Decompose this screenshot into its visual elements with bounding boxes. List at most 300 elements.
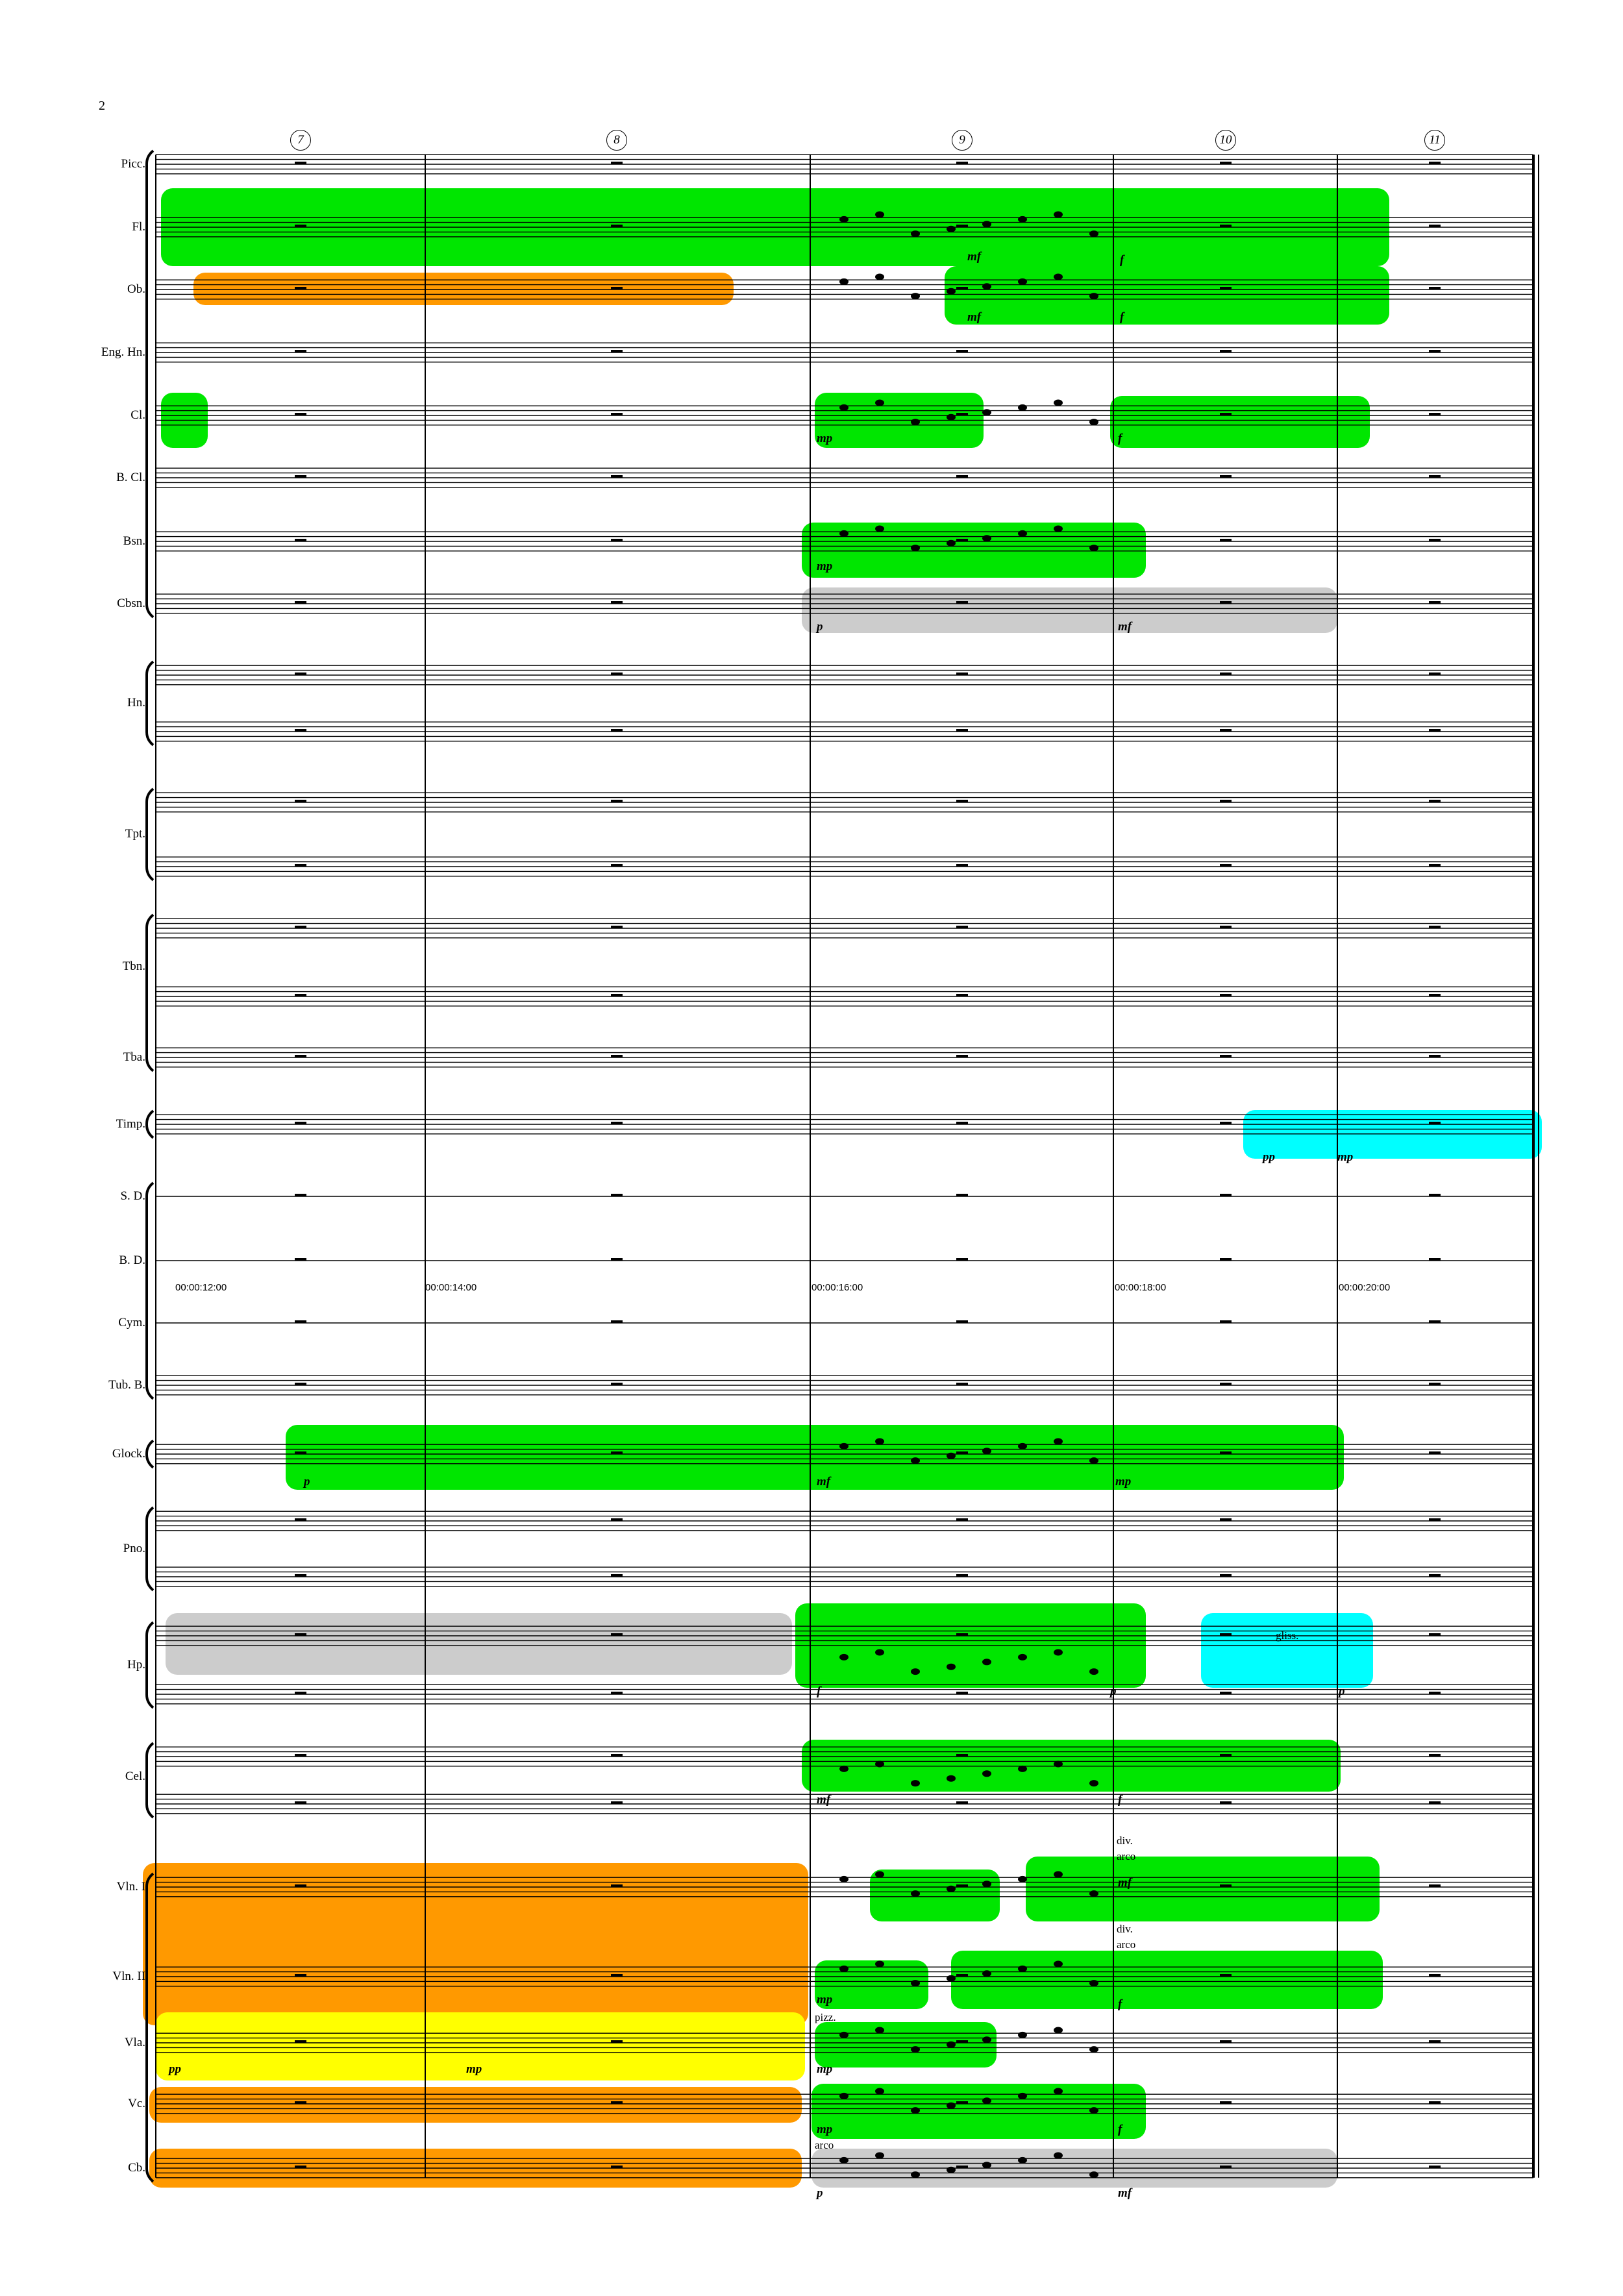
rest bbox=[1220, 1754, 1232, 1757]
rest bbox=[1220, 350, 1232, 352]
note-head bbox=[1018, 404, 1027, 411]
rest bbox=[956, 2101, 968, 2104]
note-head bbox=[1018, 1766, 1027, 1772]
timecode: 00:00:12:00 bbox=[175, 1282, 227, 1293]
note-head bbox=[911, 545, 920, 551]
note-head bbox=[1089, 2046, 1098, 2053]
note-head bbox=[839, 2093, 849, 2099]
rest bbox=[1220, 673, 1232, 675]
note-head bbox=[911, 230, 920, 237]
highlight-layer bbox=[143, 188, 1542, 2188]
staff bbox=[156, 1048, 1533, 1067]
staff bbox=[156, 1567, 1533, 1586]
measure-number: 7 bbox=[290, 130, 311, 151]
note-head bbox=[947, 2167, 956, 2173]
dynamic-marking: mp bbox=[817, 2123, 833, 2136]
highlight-region bbox=[1201, 1613, 1373, 1688]
rest bbox=[295, 1518, 306, 1521]
note-head bbox=[839, 2032, 849, 2038]
staff-bracket bbox=[147, 1622, 153, 1708]
note-head bbox=[982, 2097, 991, 2104]
note-head bbox=[1054, 525, 1063, 532]
rest bbox=[1429, 539, 1441, 541]
rest bbox=[1429, 1258, 1441, 1261]
rest bbox=[611, 1801, 623, 1804]
rest bbox=[611, 350, 623, 352]
note-head bbox=[947, 288, 956, 295]
staff-bracket bbox=[147, 1183, 153, 1399]
rest bbox=[611, 2101, 623, 2104]
rest bbox=[1220, 2101, 1232, 2104]
highlight-region bbox=[1026, 1857, 1380, 1921]
rest bbox=[295, 2040, 306, 2043]
highlight-region bbox=[166, 1613, 792, 1675]
rest bbox=[1220, 1974, 1232, 1977]
note-head bbox=[911, 1668, 920, 1675]
rest bbox=[295, 1884, 306, 1887]
rest bbox=[1220, 287, 1232, 290]
rest bbox=[295, 601, 306, 604]
note-head bbox=[1089, 2171, 1098, 2178]
rest bbox=[1429, 1055, 1441, 1057]
dynamic-marking: pp bbox=[1263, 1150, 1275, 1164]
rest bbox=[1220, 1122, 1232, 1124]
note-head bbox=[982, 1881, 991, 1887]
rest bbox=[956, 1122, 968, 1124]
rest bbox=[611, 1884, 623, 1887]
staff bbox=[156, 722, 1533, 741]
instrument-label: S. D. bbox=[120, 1189, 145, 1203]
dynamic-marking: f bbox=[1118, 2123, 1122, 2136]
rest bbox=[611, 1122, 623, 1124]
note-head bbox=[947, 1775, 956, 1782]
rest bbox=[956, 1320, 968, 1323]
instrument-label: Ob. bbox=[127, 282, 145, 296]
rest bbox=[1429, 1692, 1441, 1694]
instrument-label: Cel. bbox=[125, 1770, 145, 1783]
staff bbox=[156, 468, 1533, 488]
staff bbox=[156, 1794, 1533, 1814]
note-head bbox=[1018, 1443, 1027, 1450]
note-head bbox=[982, 535, 991, 541]
instrument-label: Cl. bbox=[130, 408, 145, 422]
rest bbox=[611, 994, 623, 996]
rest bbox=[611, 1194, 623, 1196]
instrument-label: Tub. B. bbox=[108, 1378, 145, 1392]
staff-bracket bbox=[147, 915, 153, 1071]
note-head bbox=[839, 1443, 849, 1450]
rest bbox=[295, 1754, 306, 1757]
rest bbox=[956, 729, 968, 732]
rest bbox=[611, 601, 623, 604]
text-annotation: arco bbox=[815, 2139, 834, 2151]
staff-bracket bbox=[147, 1111, 153, 1138]
rest bbox=[1429, 729, 1441, 732]
rest bbox=[1429, 1451, 1441, 1454]
note-head bbox=[839, 1766, 849, 1772]
rest bbox=[1429, 673, 1441, 675]
staff bbox=[156, 1376, 1533, 1395]
instrument-label: Vln. I bbox=[116, 1880, 145, 1894]
rest bbox=[1429, 1633, 1441, 1636]
measure-number: 9 bbox=[952, 130, 973, 151]
note-head bbox=[875, 273, 884, 280]
instrument-label: Pno. bbox=[123, 1542, 145, 1555]
rest bbox=[611, 475, 623, 478]
rest bbox=[956, 1801, 968, 1804]
rest bbox=[611, 1258, 623, 1261]
note-head bbox=[1089, 1780, 1098, 1786]
rest bbox=[611, 1754, 623, 1757]
timecode: 00:00:16:00 bbox=[812, 1282, 863, 1293]
note-head bbox=[1054, 1649, 1063, 1655]
note-head bbox=[1054, 1438, 1063, 1444]
rest bbox=[295, 1692, 306, 1694]
instrument-label: Vln. II bbox=[112, 1969, 145, 1983]
rest bbox=[1220, 1692, 1232, 1694]
dynamic-marking: mp bbox=[466, 2062, 482, 2076]
rest bbox=[295, 673, 306, 675]
rest bbox=[1220, 1320, 1232, 1323]
note-head bbox=[911, 2107, 920, 2114]
dynamic-marking: p bbox=[304, 1475, 310, 1488]
rest bbox=[1429, 1320, 1441, 1323]
rest bbox=[956, 413, 968, 415]
note-head bbox=[1054, 1960, 1063, 1967]
rest bbox=[295, 1574, 306, 1577]
rest bbox=[1429, 1574, 1441, 1577]
instrument-label: Hn. bbox=[127, 696, 145, 710]
rest bbox=[611, 1974, 623, 1977]
note-head bbox=[1089, 1890, 1098, 1897]
rest bbox=[956, 1884, 968, 1887]
dynamic-marking: mf bbox=[817, 1475, 831, 1488]
staff-bracket bbox=[147, 1507, 153, 1590]
rest bbox=[956, 350, 968, 352]
dynamic-marking: mf bbox=[967, 250, 982, 264]
rest bbox=[1220, 1574, 1232, 1577]
rest bbox=[295, 2166, 306, 2168]
note-head bbox=[839, 1654, 849, 1660]
rest bbox=[611, 162, 623, 164]
highlight-region bbox=[815, 2022, 997, 2068]
staff bbox=[156, 919, 1533, 938]
rest bbox=[1429, 2166, 1441, 2168]
rest bbox=[611, 673, 623, 675]
rest bbox=[295, 1258, 306, 1261]
note-head bbox=[1018, 2157, 1027, 2164]
note-head bbox=[875, 399, 884, 406]
page-number: 2 bbox=[99, 99, 105, 113]
instrument-label: Glock. bbox=[112, 1447, 145, 1461]
rest bbox=[1429, 1383, 1441, 1385]
dynamic-marking: mf bbox=[1118, 620, 1132, 634]
dynamic-marking: p bbox=[1110, 1685, 1117, 1698]
dynamic-marking: mp bbox=[817, 432, 833, 445]
dynamic-marking: mf bbox=[1118, 2186, 1132, 2200]
rest bbox=[611, 1451, 623, 1454]
staff bbox=[156, 987, 1533, 1006]
rest bbox=[611, 2040, 623, 2043]
rest bbox=[1220, 1884, 1232, 1887]
note-head bbox=[947, 1453, 956, 1459]
text-annotation: gliss. bbox=[1276, 1629, 1299, 1642]
rest bbox=[295, 800, 306, 802]
dynamic-marking: mp bbox=[817, 560, 833, 573]
instrument-label: Cbsn. bbox=[117, 597, 145, 610]
note-head bbox=[911, 2046, 920, 2053]
dynamic-marking: f bbox=[1118, 432, 1122, 445]
rest bbox=[1220, 1194, 1232, 1196]
rest bbox=[1220, 225, 1232, 227]
dynamic-marking: pp bbox=[169, 2062, 181, 2076]
dynamic-marking: mf bbox=[817, 1793, 831, 1807]
rest bbox=[295, 2101, 306, 2104]
rest bbox=[611, 287, 623, 290]
rest bbox=[1220, 475, 1232, 478]
rest bbox=[611, 1692, 623, 1694]
text-annotation: div. bbox=[1117, 1923, 1133, 1935]
note-head bbox=[1054, 2152, 1063, 2158]
note-head bbox=[982, 283, 991, 290]
measure-number: 8 bbox=[606, 130, 627, 151]
rest bbox=[956, 1518, 968, 1521]
rest bbox=[956, 1383, 968, 1385]
note-head bbox=[839, 404, 849, 411]
note-head bbox=[875, 2088, 884, 2094]
note-head bbox=[1054, 399, 1063, 406]
rest bbox=[611, 729, 623, 732]
instrument-label: Fl. bbox=[132, 220, 145, 234]
rest bbox=[1429, 1754, 1441, 1757]
rest bbox=[1429, 1518, 1441, 1521]
rest bbox=[1220, 2040, 1232, 2043]
staff-bracket bbox=[147, 661, 153, 745]
instrument-label: Vc. bbox=[128, 2097, 145, 2110]
note-head bbox=[1089, 545, 1098, 551]
dynamic-marking: mp bbox=[817, 2062, 833, 2076]
measure-number: 11 bbox=[1424, 130, 1445, 151]
note-head bbox=[839, 530, 849, 537]
rest bbox=[956, 1574, 968, 1577]
note-head bbox=[875, 2027, 884, 2033]
note-head bbox=[875, 1760, 884, 1767]
instrument-label: Bsn. bbox=[123, 534, 145, 548]
staff bbox=[156, 1511, 1533, 1531]
rest bbox=[611, 800, 623, 802]
rest bbox=[956, 1258, 968, 1261]
rest bbox=[1429, 2101, 1441, 2104]
note-head bbox=[947, 226, 956, 232]
note-head bbox=[947, 540, 956, 547]
note-head bbox=[875, 1649, 884, 1655]
staff-bracket bbox=[147, 1743, 153, 1818]
note-head bbox=[1089, 1668, 1098, 1675]
rest bbox=[1220, 1801, 1232, 1804]
rest bbox=[295, 1194, 306, 1196]
dynamic-marking: p bbox=[1339, 1685, 1345, 1698]
dynamic-marking: mf bbox=[1118, 1876, 1132, 1890]
rest bbox=[611, 1633, 623, 1636]
staff bbox=[156, 857, 1533, 876]
note-head bbox=[1018, 1876, 1027, 1882]
highlight-region bbox=[951, 1951, 1383, 2009]
timecode: 00:00:20:00 bbox=[1339, 1282, 1391, 1293]
note-head bbox=[875, 525, 884, 532]
rest bbox=[1429, 1801, 1441, 1804]
rest bbox=[295, 162, 306, 164]
rest bbox=[1220, 1258, 1232, 1261]
note-head bbox=[947, 1975, 956, 1982]
rest bbox=[1220, 1633, 1232, 1636]
rest bbox=[611, 539, 623, 541]
staff bbox=[156, 343, 1533, 362]
note-head bbox=[1089, 1457, 1098, 1464]
rest bbox=[611, 1383, 623, 1385]
note-head bbox=[1054, 2088, 1063, 2094]
rest bbox=[611, 926, 623, 928]
instrument-label: Hp. bbox=[127, 1658, 145, 1672]
rest bbox=[956, 1754, 968, 1757]
rest bbox=[295, 475, 306, 478]
note-head bbox=[982, 2036, 991, 2043]
note-head bbox=[947, 1886, 956, 1892]
staff-bracket bbox=[147, 151, 153, 617]
note-head bbox=[1089, 1980, 1098, 1986]
note-head bbox=[1018, 1966, 1027, 1972]
instrument-label: Timp. bbox=[116, 1117, 145, 1131]
note-head bbox=[839, 1876, 849, 1882]
rest bbox=[956, 162, 968, 164]
highlight-region bbox=[193, 273, 734, 305]
rest bbox=[956, 2040, 968, 2043]
dynamic-marking: f bbox=[1120, 253, 1124, 267]
rest bbox=[1220, 1451, 1232, 1454]
rest bbox=[295, 994, 306, 996]
instrument-label: Tpt. bbox=[125, 827, 145, 841]
rest bbox=[956, 1692, 968, 1694]
note-head bbox=[1089, 230, 1098, 237]
rest bbox=[295, 539, 306, 541]
note-head bbox=[875, 2152, 884, 2158]
rest bbox=[956, 475, 968, 478]
note-head bbox=[1054, 273, 1063, 280]
rest bbox=[1429, 994, 1441, 996]
staff-bracket bbox=[147, 1440, 153, 1468]
rest bbox=[295, 1383, 306, 1385]
rest bbox=[295, 864, 306, 867]
rest bbox=[611, 1055, 623, 1057]
rest bbox=[611, 1574, 623, 1577]
rest bbox=[1220, 1383, 1232, 1385]
rest bbox=[295, 1451, 306, 1454]
note-head bbox=[982, 2162, 991, 2168]
rest bbox=[295, 729, 306, 732]
note-head bbox=[911, 1780, 920, 1786]
staff bbox=[156, 793, 1533, 812]
note-head bbox=[911, 1457, 920, 1464]
instrument-label: B. Cl. bbox=[116, 471, 145, 484]
rest bbox=[956, 1633, 968, 1636]
note-head bbox=[875, 1960, 884, 1967]
note-head bbox=[875, 1871, 884, 1877]
dynamic-marking: f bbox=[1120, 310, 1124, 324]
instrument-label: Picc. bbox=[121, 157, 145, 171]
rest bbox=[295, 350, 306, 352]
rest bbox=[956, 926, 968, 928]
rest bbox=[1220, 1055, 1232, 1057]
note-head bbox=[1089, 419, 1098, 425]
highlight-region bbox=[945, 266, 1389, 325]
text-annotation: arco bbox=[1117, 1938, 1136, 1951]
note-head bbox=[1089, 2107, 1098, 2114]
rest bbox=[1220, 994, 1232, 996]
dynamic-marking: mp bbox=[1115, 1475, 1132, 1488]
note-head bbox=[947, 414, 956, 421]
note-head bbox=[1018, 2093, 1027, 2099]
note-head bbox=[911, 293, 920, 299]
staff bbox=[156, 154, 1533, 174]
instrument-label: B. D. bbox=[119, 1253, 145, 1267]
timecode: 00:00:14:00 bbox=[425, 1282, 477, 1293]
rest bbox=[295, 225, 306, 227]
text-annotation: pizz. bbox=[815, 2011, 836, 2023]
note-head bbox=[1018, 2032, 1027, 2038]
note-head bbox=[947, 1664, 956, 1670]
rest bbox=[611, 2166, 623, 2168]
instrument-label: Cym. bbox=[118, 1316, 145, 1329]
rest bbox=[1429, 800, 1441, 802]
instrument-label: Tba. bbox=[123, 1050, 145, 1064]
measure-number: 10 bbox=[1215, 130, 1236, 151]
rest bbox=[956, 1974, 968, 1977]
rest bbox=[956, 2166, 968, 2168]
rest bbox=[956, 673, 968, 675]
rest bbox=[1429, 162, 1441, 164]
note-head bbox=[1018, 278, 1027, 285]
dynamic-marking: f bbox=[817, 1685, 821, 1698]
rest bbox=[1429, 1884, 1441, 1887]
dynamic-marking: mp bbox=[1337, 1150, 1354, 1164]
note-head bbox=[839, 278, 849, 285]
rest bbox=[1429, 1122, 1441, 1124]
note-head bbox=[1018, 530, 1027, 537]
note-head bbox=[839, 216, 849, 223]
rest bbox=[1429, 2040, 1441, 2043]
instrument-label: Tbn. bbox=[122, 959, 145, 973]
note-head bbox=[911, 1980, 920, 1986]
rest bbox=[611, 1518, 623, 1521]
rest bbox=[295, 413, 306, 415]
rest bbox=[611, 1320, 623, 1323]
rest bbox=[1429, 864, 1441, 867]
rest bbox=[1220, 539, 1232, 541]
rest bbox=[295, 926, 306, 928]
note-head bbox=[1054, 2027, 1063, 2033]
rest bbox=[1220, 162, 1232, 164]
dynamic-marking: p bbox=[817, 2186, 823, 2200]
note-head bbox=[982, 1970, 991, 1977]
rest bbox=[1220, 601, 1232, 604]
rest bbox=[1429, 926, 1441, 928]
note-head bbox=[875, 211, 884, 217]
rest bbox=[1429, 225, 1441, 227]
rest bbox=[295, 1320, 306, 1323]
note-head bbox=[982, 221, 991, 227]
rest bbox=[295, 1974, 306, 1977]
note-head bbox=[947, 2042, 956, 2048]
dynamic-marking: mf bbox=[967, 310, 982, 324]
